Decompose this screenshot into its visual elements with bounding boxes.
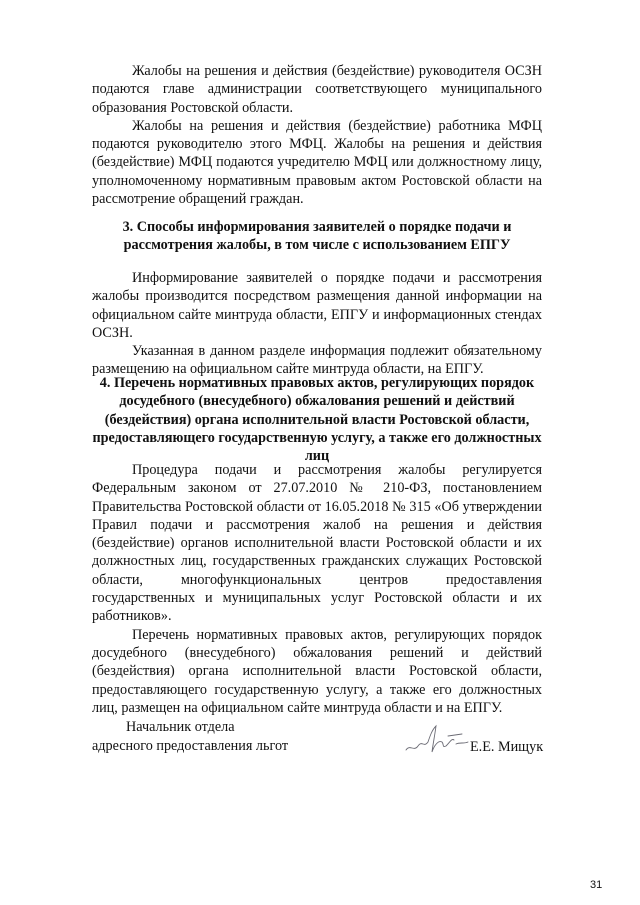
signatory-name: Е.Е. Мищук (470, 739, 544, 755)
section-4-heading: 4. Перечень нормативных правовых актов, регулирующих порядок досудебного (внесудебного) обжалования решений и действий (бездействия) органа исполнительной власти Ростовской области, предоставляющего государственную услугу, а также его должностных лиц (92, 375, 542, 465)
handwritten-signature-icon (402, 722, 470, 758)
paragraph-informing: Информирование заявителей о порядке подачи и рассмотрения жалобы производится посредством размещения данной информации на официальном сайте минтруда области, ЕПГУ и информационных стендах ОСЗН. (92, 270, 542, 341)
page-number: 31 (590, 879, 603, 891)
paragraph-oszn-complaints: Жалобы на решения и действия (бездействие) руководителя ОСЗН подаются главе администрации соответствующего муниципального образования Ростовской области. (92, 63, 542, 116)
paragraph-publication: Указанная в данном разделе информация подлежит обязательному размещению на официальном сайте минтруда области, на ЕПГУ. (92, 343, 542, 378)
paragraph-legal-acts-list: Перечень нормативных правовых актов, регулирующих порядок досудебного (внесудебного) обжалования решений и действий (бездействия) органа исполнительной власти Ростовской области, предоставляющего государственную услугу, а также его должностных лиц, размещен на официальном сайте минтруда области и на ЕПГУ. (92, 626, 542, 716)
signatory-title-line-1: Начальник отдела (126, 719, 235, 735)
section-3-heading: 3. Способы информирования заявителей о порядке подачи и рассмотрения жалобы, в том числе с использованием ЕПГУ (122, 219, 512, 254)
paragraph-mfc-complaints: Жалобы на решения и действия (бездействие) работника МФЦ подаются руководителю этого МФЦ. Жалобы на решения и действия (бездействие) МФЦ подаются учредителю МФЦ или должностному лицу, уполномоченному нормативным правовым актом Ростовской области на рассмотрение обращений граждан. (92, 117, 542, 208)
section-4-body (92, 461, 542, 717)
signatory-title-line-2: адресного предоставления льгот (92, 738, 289, 754)
complaints-block (92, 62, 542, 208)
signatory-title (92, 718, 288, 756)
section-3-body (92, 269, 542, 379)
paragraph-procedure: Процедура подачи и рассмотрения жалобы регулируется Федеральным законом от 27.07.2010 № 210-ФЗ, постановлением Правительства Ростовской области от 16.05.2018 № 315 «Об утверждении Правил подачи и рассмотрения жалоб на решения и действия (бездействие) органов исполнительной власти Ростовской области и их должностных лиц, государственных гражданских служащих Ростовской области, многофункциональных центров предоставления государственных и муниципальных услуг Ростовской области и их работников». (92, 462, 542, 625)
